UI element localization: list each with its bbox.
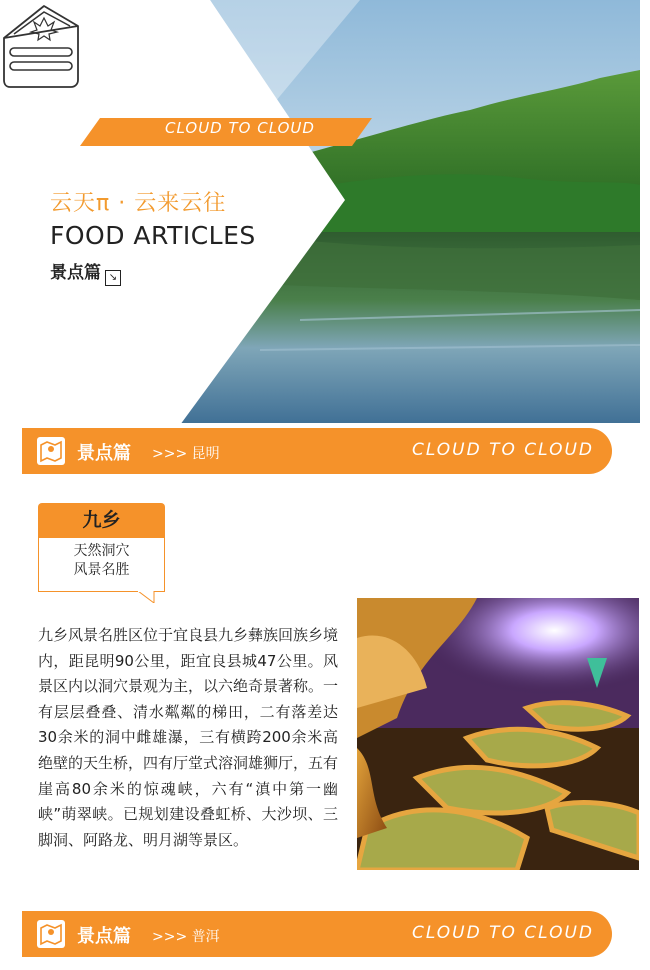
spot-type (38, 538, 165, 592)
speech-tail (138, 591, 160, 603)
arrow-down-right-icon: ↘ (105, 270, 121, 286)
hero-banner (0, 0, 650, 425)
hero-subtitle (50, 258, 121, 284)
map-icon (36, 436, 66, 466)
section-bar-slogan: CLOUD TO CLOUD (411, 923, 594, 943)
ribbon-text: CLOUD TO CLOUD (165, 119, 315, 137)
hero-title-en: FOOD ARTICLES (50, 221, 256, 250)
spot-type-line2: 风景名胜 (73, 562, 130, 578)
section-bar-title: 景点篇 (77, 926, 131, 947)
map-icon (36, 919, 66, 949)
section-bar-location: >>> 普洱 (152, 929, 220, 945)
spot-type-line1: 天然洞穴 (73, 543, 130, 559)
cake-slice-icon (0, 0, 82, 90)
section-bar-location: >>> 昆明 (152, 446, 220, 462)
spot-description: 九乡风景名胜区位于宜良县九乡彝族回族乡境内，距昆明90公里，距宜良县城47公里。风景区内以洞穴景观为主，以六绝奇景著称。一有层层叠叠、清水粼粼的梯田，二有落差达30余米的洞中雌雄瀑，三有横跨200余米高绝壁的天生桥，四有厅堂式溶洞雄狮厅，五有崖高80余米的惊魂峡，六有“滇中第一幽峡”萌翠峡。已规划建设叠虹桥、大沙坝、三脚洞、阿路龙、明月湖等景区。 (38, 626, 339, 849)
spot-tag (38, 503, 165, 592)
section-bar-kunming (22, 428, 612, 474)
hero-title-cn: 云天π · 云来云往 (50, 191, 227, 216)
section-bar-slogan: CLOUD TO CLOUD (411, 440, 594, 460)
spot-name: 九乡 (38, 503, 165, 538)
section-bar-puer (22, 911, 612, 957)
cave-terraces-photo (357, 598, 639, 870)
section-bar-title: 景点篇 (77, 443, 131, 464)
hero-subtitle-text: 景点篇 (50, 263, 101, 283)
